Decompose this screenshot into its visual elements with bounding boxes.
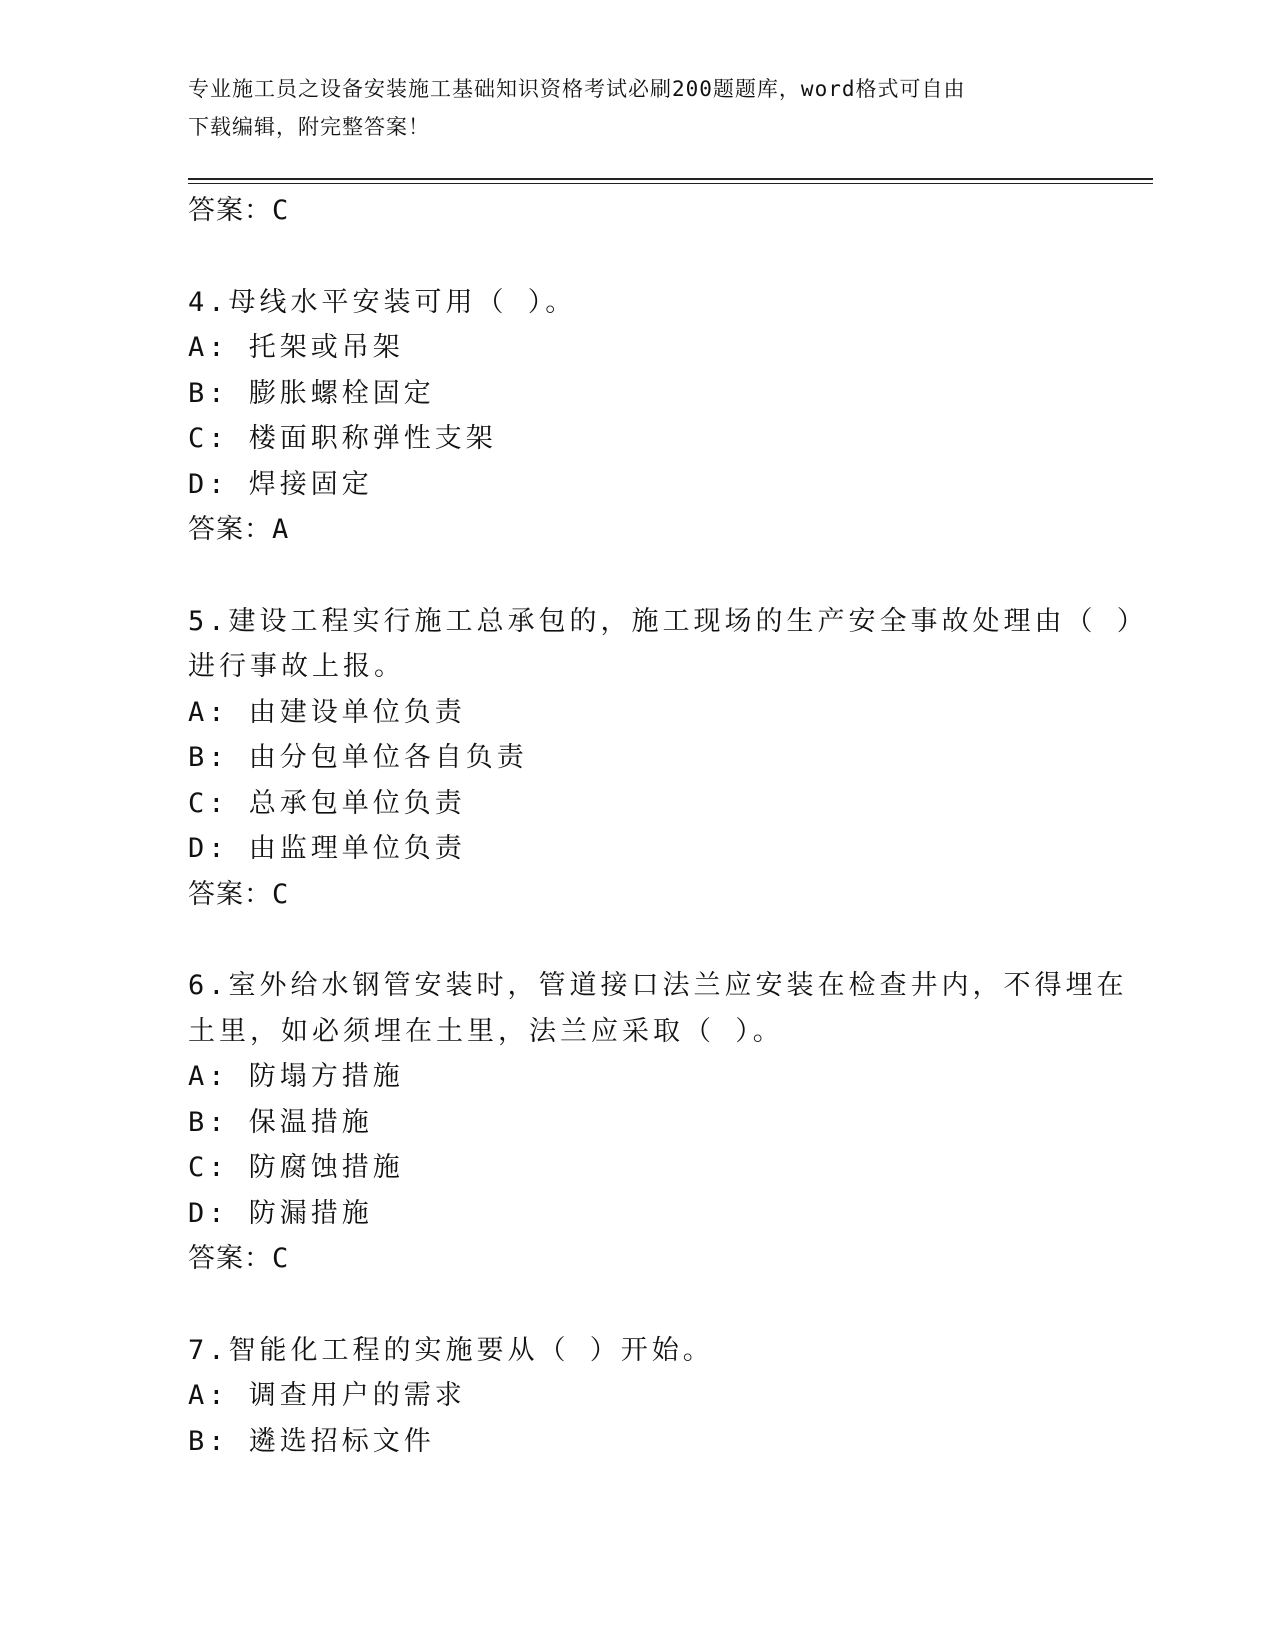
answer-value: A	[272, 514, 290, 545]
question-option: B: 保温措施	[188, 1106, 373, 1138]
question-option: D: 焊接固定	[188, 468, 373, 500]
header-rule-thin	[188, 183, 1153, 184]
question-block	[188, 963, 1128, 1282]
question-option: B: 膨胀螺栓固定	[188, 377, 435, 409]
question-list	[188, 188, 1148, 1464]
question-stem: 6.室外给水钢管安装时，管道接口法兰应安装在检查井内，不得埋在	[188, 970, 1128, 1001]
question-option: C: 总承包单位负责	[188, 787, 466, 819]
question-gap	[188, 917, 1088, 963]
answer-label: 答案：	[188, 878, 272, 909]
answer-value: C	[272, 195, 290, 226]
question-option: C: 楼面职称弹性支架	[188, 423, 497, 454]
question-option: A: 托架或吊架	[188, 332, 404, 363]
question-option: D: 防漏措施	[188, 1197, 373, 1229]
question-option: A: 防塌方措施	[188, 1061, 404, 1092]
answer-line	[188, 188, 1088, 234]
header-rule-thick	[188, 178, 1153, 180]
question-option: B: 遴选招标文件	[188, 1425, 435, 1457]
question-stem: 7.智能化工程的实施要从（ ）开始。	[188, 1334, 714, 1366]
question-gap	[188, 234, 1088, 280]
question-option: A: 由建设单位负责	[188, 696, 466, 728]
question-gap	[188, 553, 1088, 599]
document-header	[188, 70, 1088, 146]
answer-line	[188, 507, 1088, 553]
question-block	[188, 280, 1088, 553]
answer-label: 答案：	[188, 1243, 272, 1273]
answer-value: C	[272, 878, 290, 910]
question-option: D: 由监理单位负责	[188, 833, 466, 864]
question-stem: 进行事故上报。	[188, 651, 405, 682]
question-option: C: 防腐蚀措施	[188, 1152, 404, 1183]
answer-line	[188, 1236, 1088, 1282]
answer-label: 答案：	[188, 195, 272, 225]
question-gap	[188, 1282, 1088, 1328]
question-stem: 土里，如必须埋在土里，法兰应采取（ ）。	[188, 1015, 784, 1047]
question-block	[188, 599, 1148, 918]
question-option: B: 由分包单位各自负责	[188, 742, 528, 773]
answer-value: C	[272, 1243, 290, 1274]
question-stem: 4.母线水平安装可用（ ）。	[188, 286, 577, 318]
question-option: A: 调查用户的需求	[188, 1380, 466, 1411]
answer-label: 答案：	[188, 514, 272, 544]
header-line-2: 下载编辑，附完整答案！	[188, 115, 430, 139]
question-block	[188, 1328, 1088, 1465]
question-stem: 5.建设工程实行施工总承包的，施工现场的生产安全事故处理由（ ）	[188, 605, 1148, 637]
header-line-1: 专业施工员之设备安装施工基础知识资格考试必刷200题题库，word格式可自由	[188, 77, 966, 101]
answer-line	[188, 872, 1088, 918]
